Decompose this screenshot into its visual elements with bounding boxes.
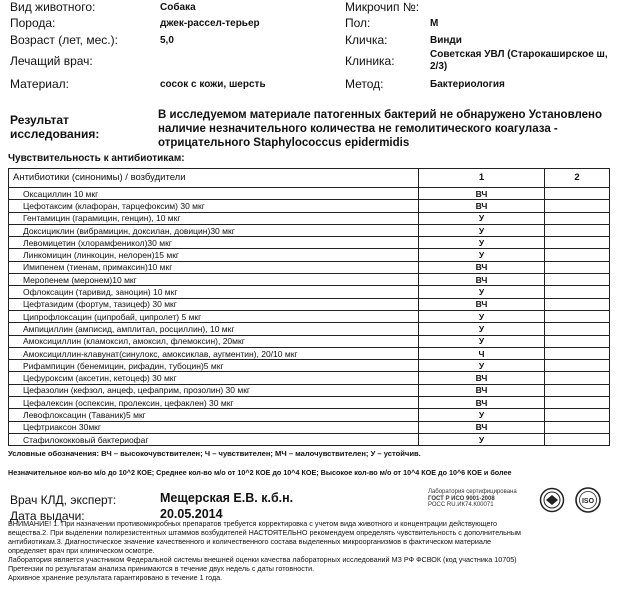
sensitivity-value-1: ВЧ (419, 200, 545, 212)
sensitivity-value-2 (545, 274, 610, 286)
table-row (9, 360, 610, 372)
sensitivity-value-1: ВЧ (419, 274, 545, 286)
antibiotic-name: Меропенем (меронем)10 мкг (9, 274, 419, 286)
sensitivity-value-1: У (419, 212, 545, 224)
legend: Условные обозначения: ВЧ – высокочувствителен; Ч – чувствителен; МЧ – малочувствителен; У – устойчив. (8, 449, 421, 458)
expert-name: Мещерская Е.В. к.б.н. (160, 491, 294, 505)
species-label: Вид животного: (10, 0, 96, 14)
material-value: сосок с кожи, шерсть (160, 79, 266, 90)
sensitivity-value-2 (545, 433, 610, 445)
sensitivity-value-2 (545, 188, 610, 200)
sensitivity-value-2 (545, 372, 610, 384)
sensitivity-value-2 (545, 323, 610, 335)
antibiotic-name: Амоксициллин (кламоксил, амоксил, флемоксин), 20мкг (9, 335, 419, 347)
sensitivity-value-1: У (419, 310, 545, 322)
table-row (9, 249, 610, 261)
sensitivity-value-2 (545, 409, 610, 421)
sensitivity-value-2 (545, 224, 610, 236)
name-value: Винди (430, 35, 462, 46)
antibiotic-name: Имипенем (тиенам, примаксин)10 мкг (9, 261, 419, 273)
name-label: Кличка: (345, 33, 388, 47)
note-line: Лаборатория является участником Федеральной системы внешней оценки качества лабораторных исследований МЗ РФ ФСВОК (код участника 10705) (8, 555, 517, 564)
note-line: вещества.2. При выделении полирезистентных штаммов возбудителей НАСТОЯТЕЛЬНО рекомендуем определять чувствительность с дополнительным (8, 528, 521, 537)
antibiotic-name: Левофлоксацин (Таваник)5 мкг (9, 409, 419, 421)
cert-line2: ГОСТ Р ИСО 9001-2008 (428, 495, 495, 502)
sensitivity-value-2 (545, 310, 610, 322)
cert-line1: Лаборатория сертифицирована (428, 489, 517, 495)
sex-value: М (430, 18, 439, 29)
antibiotic-name: Цефазолин (кефзол, анцеф, цефаприм, прозолин) 30 мкг (9, 384, 419, 396)
microchip-label: Микрочип №: (345, 0, 420, 14)
note-line: антибиотикам.3. Диагностическое значение качественного и количественного состава выделенных микроорганизмов в фактическом материале (8, 537, 492, 546)
sensitivity-value-2 (545, 397, 610, 409)
sensitivity-value-2 (545, 212, 610, 224)
table-row (9, 335, 610, 347)
sensitivity-value-2 (545, 384, 610, 396)
table-row (9, 286, 610, 298)
antibiotic-name: Цефалексин (оспексин, пролексин, цефаклен) 30 мкг (9, 397, 419, 409)
footer-notes (8, 519, 612, 582)
sensitivity-value-1: ВЧ (419, 188, 545, 200)
sensitivity-value-1: У (419, 360, 545, 372)
sensitivity-value-2 (545, 237, 610, 249)
sensitivity-value-2 (545, 200, 610, 212)
table-row (9, 384, 610, 396)
antibiotic-name: Цефотаксим (клафоран, тарцефоксим) 30 мкг (9, 200, 419, 212)
antibiotic-name: Гентамицин (гарамицин, генцин), 10 мкг (9, 212, 419, 224)
expert-label: Врач КЛД, эксперт: (10, 493, 117, 507)
antibiotic-name: Доксициклин (вибрамицин, доксилан, довицин)30 мкг (9, 224, 419, 236)
antibiotic-name: Цефтриаксон 30мкг (9, 421, 419, 433)
antibiotic-name: Рифампицин (бенемицин, рифадин, тубоцин)5 мкг (9, 360, 419, 372)
sensitivity-value-1: ВЧ (419, 421, 545, 433)
sensitivity-value-1: У (419, 335, 545, 347)
issue-date-label: Дата выдачи: (10, 509, 85, 523)
header-col-1: 1 (419, 169, 545, 188)
sensitivity-value-2 (545, 347, 610, 359)
certification-text (428, 489, 517, 509)
table-row (9, 347, 610, 359)
antibiotic-name: Цефтазидим (фортум, тазицеф) 30 мкг (9, 298, 419, 310)
age-label: Возраст (лет, мес.): (10, 33, 118, 47)
table-row (9, 188, 610, 200)
table-row (9, 372, 610, 384)
sensitivity-value-1: ВЧ (419, 298, 545, 310)
sensitivity-value-1: Ч (419, 347, 545, 359)
table-row (9, 200, 610, 212)
antibiotic-name: Ампициллин (амписид, амплитал, росциллин), 10 мкг (9, 323, 419, 335)
sensitivity-value-1: У (419, 286, 545, 298)
sensitivity-value-1: У (419, 224, 545, 236)
breed-label: Порода: (10, 16, 56, 30)
sensitivity-value-1: У (419, 409, 545, 421)
table-row (9, 261, 610, 273)
sensitivity-value-1: У (419, 433, 545, 445)
note-line: Архивное хранение результата гарантировано в течение 1 года. (8, 573, 223, 582)
antibiotic-name: Цефуроксим (аксетин, кетоцеф) 30 мкг (9, 372, 419, 384)
method-value: Бактериология (430, 79, 505, 90)
sensitivity-title: Чувствительность к антибиотикам: (8, 153, 185, 164)
age-value: 5,0 (160, 35, 174, 46)
sensitivity-value-1: У (419, 323, 545, 335)
antibiotic-name: Офлоксацин (таривид, заноцин) 10 мкг (9, 286, 419, 298)
note-line: Претензии по результатам анализа принимаются в течение двух недель с даты готовности. (8, 564, 315, 573)
method-label: Метод: (345, 77, 384, 91)
antibiotic-name: Линкомицин (линкоцин, нелорен)15 мкг (9, 249, 419, 261)
sex-label: Пол: (345, 16, 371, 30)
material-label: Материал: (10, 77, 69, 91)
table-row (9, 397, 610, 409)
header-col-2: 2 (545, 169, 610, 188)
header-antibiotics: Антибиотики (синонимы) / возбудители (9, 169, 419, 188)
quantity-note: Незначительное кол-во м/о до 10^2 КОЕ; Среднее кол-во м/о от 10^2 КОЕ до 10^4 КОЕ; Высокое кол-во м/о от 10^4 КОЕ до 10^6 КОЕ и более (8, 468, 512, 477)
table-row (9, 237, 610, 249)
sensitivity-value-1: У (419, 237, 545, 249)
antibiotic-name: Левомицетин (хлорамфеникол)30 мкг (9, 237, 419, 249)
sensitivity-value-1: ВЧ (419, 261, 545, 273)
sensitivity-value-1: ВЧ (419, 372, 545, 384)
table-row (9, 212, 610, 224)
sensitivity-value-2 (545, 360, 610, 372)
table-row (9, 421, 610, 433)
antibiotic-name: Оксациллин 10 мкг (9, 188, 419, 200)
table-row (9, 310, 610, 322)
certification-seal-icon (538, 487, 568, 513)
sensitivity-value-1: У (419, 249, 545, 261)
sensitivity-value-2 (545, 261, 610, 273)
table-row (9, 323, 610, 335)
note-line: определяет врач при клиническом осмотре. (8, 546, 155, 555)
result-label: Результат исследования: (10, 113, 100, 141)
antibiotic-name: Амоксициллин-клавунат(синулокс, амоксиклав, аугментин), 20/10 мкг (9, 347, 419, 359)
antibiotic-name: Ципрофлоксацин (ципробай, ципролет) 5 мкг (9, 310, 419, 322)
table-row (9, 433, 610, 445)
species-value: Собака (160, 2, 196, 13)
doctor-label: Лечащий врач: (10, 54, 93, 68)
sensitivity-value-2 (545, 421, 610, 433)
table-row (9, 274, 610, 286)
breed-value: джек-рассел-терьер (160, 18, 260, 29)
sensitivity-value-2 (545, 298, 610, 310)
antibiotic-table (8, 168, 610, 446)
sensitivity-value-2 (545, 249, 610, 261)
sensitivity-value-2 (545, 286, 610, 298)
table-row (9, 409, 610, 421)
svg-text:ISO: ISO (581, 498, 595, 505)
sensitivity-value-1: ВЧ (419, 384, 545, 396)
clinic-value: Советская УВЛ (Старокаширское ш, 2/3) (430, 49, 608, 72)
issue-date-value: 20.05.2014 (160, 507, 223, 521)
table-row (9, 298, 610, 310)
table-header-row (9, 169, 610, 188)
sensitivity-value-1: ВЧ (419, 397, 545, 409)
result-text: В исследуемом материале патогенных бактерий не обнаружено Установлено наличие незначительного количества не гемолитического коагулаза - отрицательного Staphylococcus epidermidis (158, 109, 603, 149)
clinic-label: Клиника: (345, 54, 395, 68)
note-line: ВНИМАНИЕ! 1. При назначении противомикробных препаратов требуется корректировка с учетом вида животного и концентрации действующего (8, 519, 497, 528)
iso-logo-icon (572, 487, 604, 513)
antibiotic-name: Стафилококковый бактериофаг (9, 433, 419, 445)
sensitivity-value-2 (545, 335, 610, 347)
table-row (9, 224, 610, 236)
cert-line3: РОСС RU.ИК74.К00071 (428, 502, 494, 508)
